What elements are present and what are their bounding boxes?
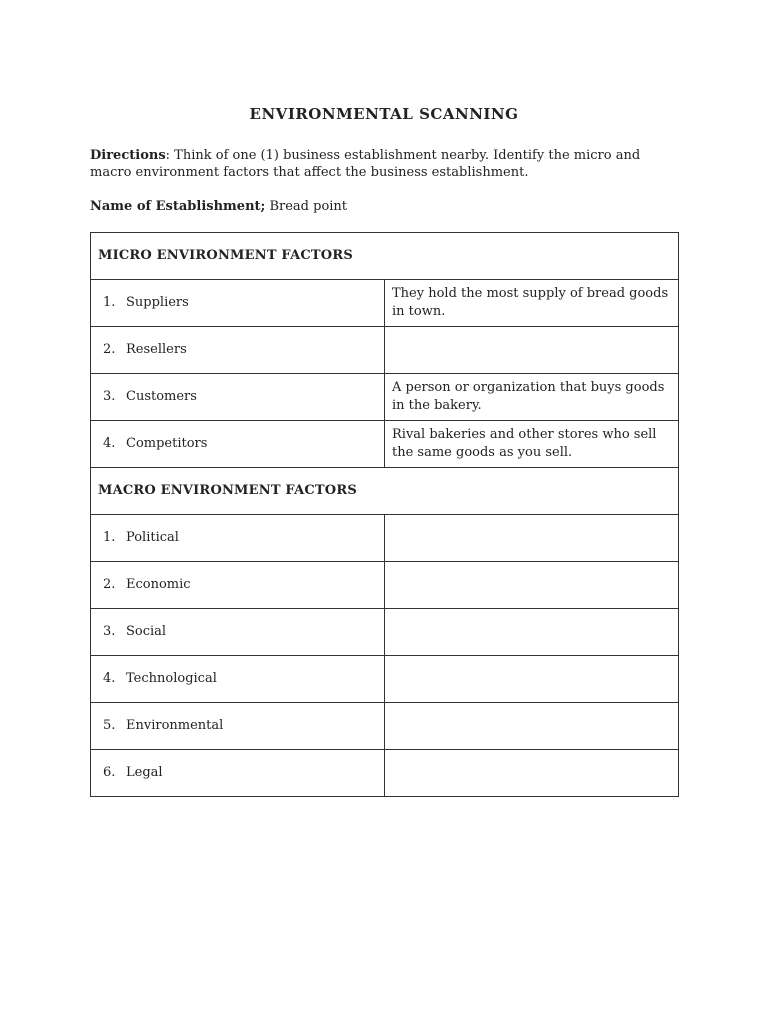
factor-number: 4. [103,671,116,686]
factor-label: Social [126,624,167,639]
table-row [91,750,679,797]
factor-number: 5. [103,718,116,733]
factor-number: 6. [103,765,116,780]
answer-cell[interactable] [385,609,679,656]
factor-label: Customers [126,389,197,404]
establishment-value: Bread point [265,199,348,214]
answer-cell[interactable]: Rival bakeries and other stores who sell the same goods as you sell. [385,421,679,468]
factor-cell [91,750,385,797]
factor-number: 3. [103,389,116,404]
factor-cell [91,515,385,562]
table-row [91,562,679,609]
factor-cell [91,374,385,421]
factor-cell [91,327,385,374]
directions-label: Directions [90,148,166,163]
factor-number: 2. [103,577,116,592]
factor-number: 4. [103,436,116,451]
answer-cell[interactable] [385,703,679,750]
factor-label: Environmental [126,718,224,733]
directions-text: : Think of one (1) business establishment nearby. Identify the micro and macro environment factors that affect the business establishment. [90,148,641,180]
factor-label: Legal [126,765,163,780]
factor-label: Competitors [126,436,208,451]
factor-cell [91,562,385,609]
factor-cell [91,609,385,656]
factor-label: Economic [126,577,191,592]
table-row [91,609,679,656]
factor-label: Technological [126,671,217,686]
establishment-label: Name of Establishment; [90,199,266,214]
page-title: ENVIRONMENTAL SCANNING [249,105,519,123]
factor-number: 3. [103,624,116,639]
answer-cell[interactable] [385,750,679,797]
answer-cell[interactable] [385,656,679,703]
table-row [91,374,679,421]
table-row [91,703,679,750]
answer-cell[interactable] [385,515,679,562]
factor-cell [91,656,385,703]
factor-number: 1. [103,530,116,545]
factor-cell [91,703,385,750]
factor-number: 1. [103,295,116,310]
table-row [91,327,679,374]
establishment-line [90,198,680,215]
micro-heading-row [91,233,679,280]
directions-paragraph [90,147,680,181]
table-row [91,421,679,468]
table-row [91,280,679,327]
environment-factors-table [90,232,679,797]
answer-cell[interactable]: They hold the most supply of bread goods in town. [385,280,679,327]
answer-cell[interactable] [385,327,679,374]
answer-cell[interactable] [385,562,679,609]
factor-number: 2. [103,342,116,357]
macro-heading-row [91,468,679,515]
answer-cell[interactable]: A person or organization that buys goods in the bakery. [385,374,679,421]
table-row [91,656,679,703]
factor-label: Suppliers [126,295,189,310]
micro-heading: MICRO ENVIRONMENT FACTORS [91,233,679,280]
factor-cell [91,280,385,327]
factor-label: Political [126,530,179,545]
macro-heading: MACRO ENVIRONMENT FACTORS [91,468,679,515]
factor-cell [91,421,385,468]
factor-label: Resellers [126,342,187,357]
table-row [91,515,679,562]
